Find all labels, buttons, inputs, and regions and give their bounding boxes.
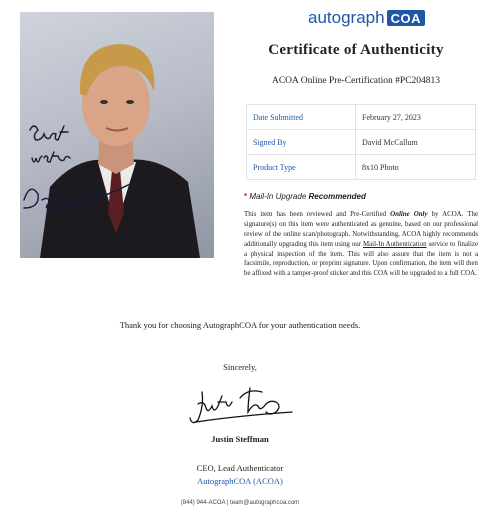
autographcoa-logo xyxy=(308,8,425,28)
thank-you-text: Thank you for choosing AutographCOA for your authentication needs. xyxy=(119,320,361,330)
table-row xyxy=(247,155,476,180)
detail-value: David McCallum xyxy=(356,130,476,155)
online-only-emphasis: Online Only xyxy=(390,211,428,218)
details-table xyxy=(246,104,476,180)
handwritten-signature xyxy=(188,384,300,430)
signer-name: Justin Steffman xyxy=(211,434,269,444)
logo-text: autograph xyxy=(308,8,385,27)
closing-text: Sincerely, xyxy=(223,362,257,372)
mail-in-authentication-link[interactable]: Mail-In Authentication xyxy=(362,240,427,248)
detail-label: Signed By xyxy=(247,130,356,155)
portrait-illustration xyxy=(20,12,214,258)
signer-organization: AutographCOA (ACOA) xyxy=(197,476,283,486)
certificate-title: Certificate of Authenticity xyxy=(268,42,444,58)
autographed-photo xyxy=(20,12,214,258)
statement-text: service to finalize a physical inspection of the item. This will also assure that the item is not a facsimile, reproduction, or preprint signature. Upon confirmation, the item will then be affixed with a tamper-proof sticker and this COA will be upgraded to a full COA. xyxy=(244,240,479,278)
detail-label: Product Type xyxy=(247,155,356,180)
statement-text: This item has been reviewed and Pre-Certified xyxy=(244,211,391,218)
upgrade-tag: Recommended xyxy=(308,192,366,201)
detail-value: February 27, 2023 xyxy=(356,105,476,130)
asterisk-icon: * xyxy=(244,192,248,201)
table-row xyxy=(247,105,476,130)
logo-badge: COA xyxy=(387,10,425,26)
signer-role: CEO, Lead Authenticator xyxy=(196,463,284,473)
contact-footer: (844) 944-ACOA | team@autographcoa.com xyxy=(180,500,300,506)
detail-label: Date Submitted xyxy=(247,105,356,130)
certification-statement xyxy=(244,210,478,279)
table-row xyxy=(247,130,476,155)
statement-text: by ACOA. The signature(s) on this item were authenticated as genuine, based on our professional review of the online scan/photograph. Notwithstanding, ACOA highly recommends additionally upgrading this item using our xyxy=(244,211,479,248)
pre-certification-number: ACOA Online Pre-Certification #PC204813 xyxy=(271,76,441,86)
detail-value: 8x10 Photo xyxy=(356,155,476,180)
upgrade-notice xyxy=(244,192,366,201)
upgrade-label: Mail-In Upgrade xyxy=(249,192,307,201)
